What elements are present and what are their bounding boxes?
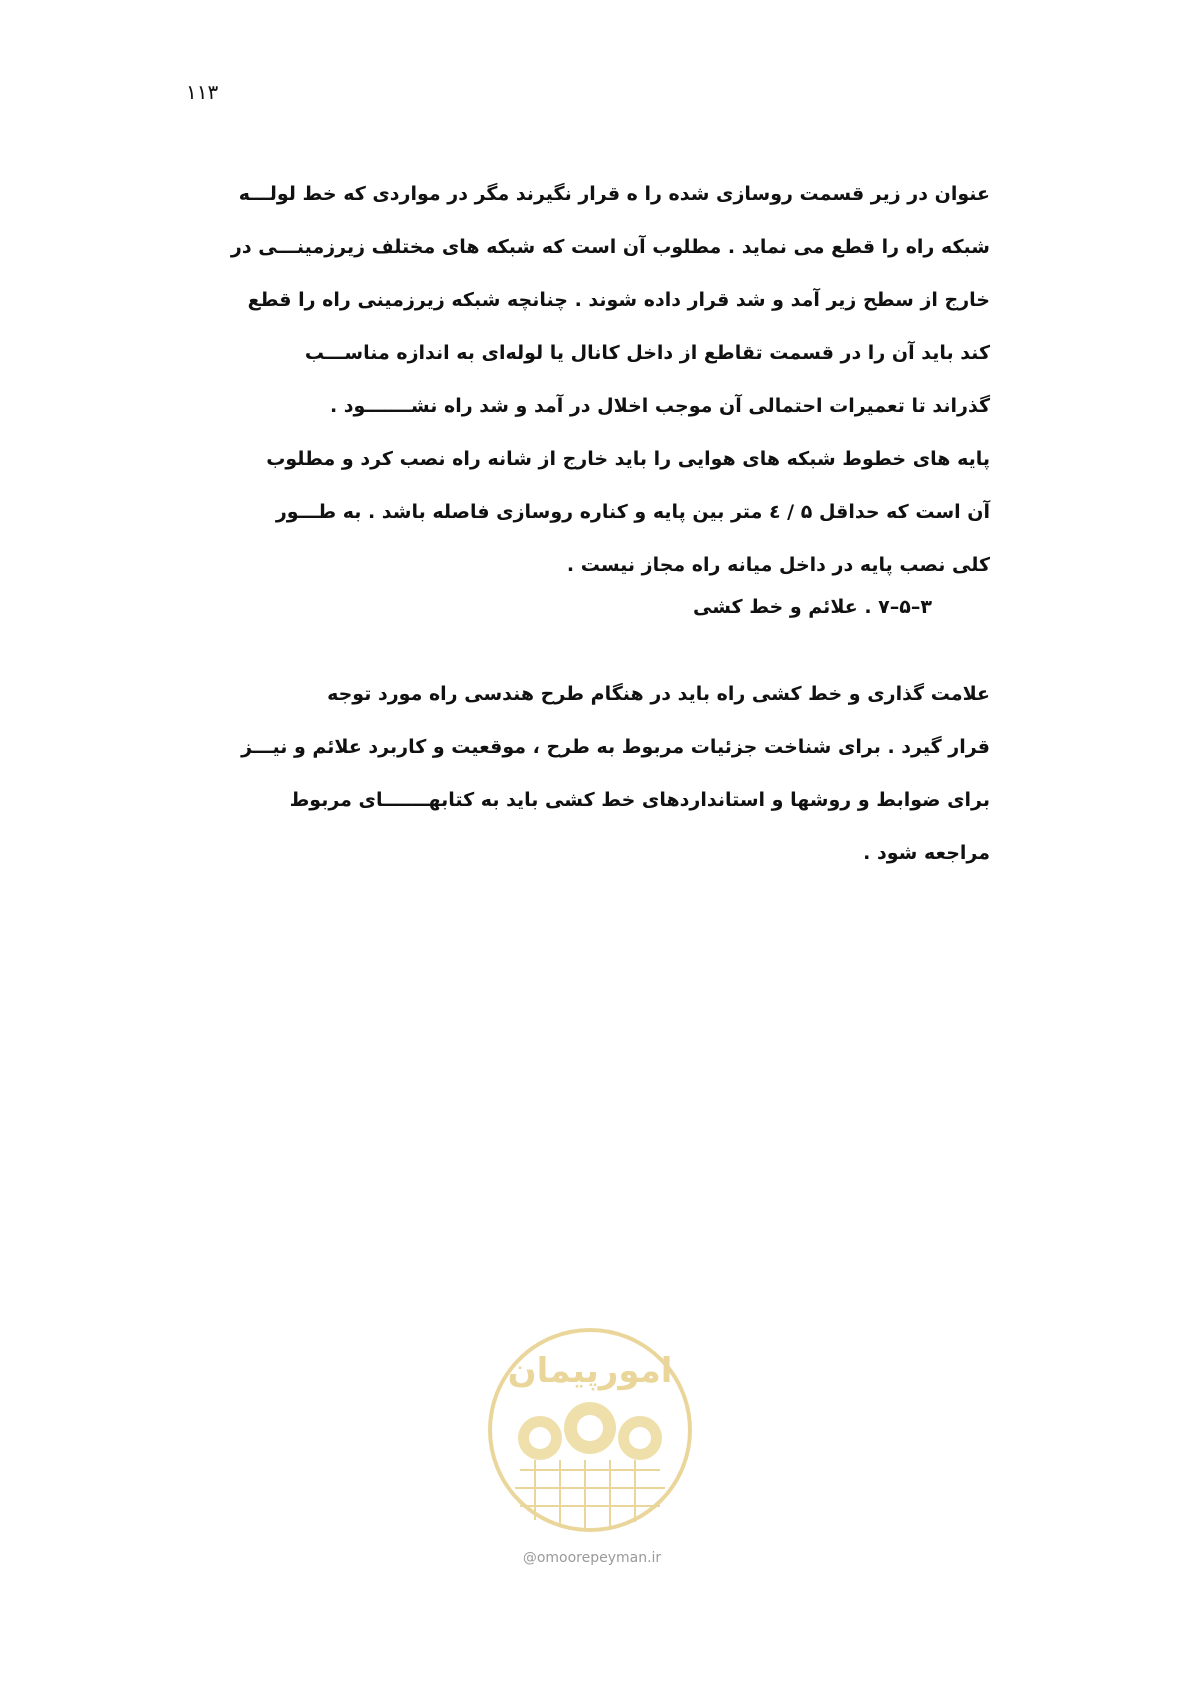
- text-line: شبکه راه را قطع می نماید . مطلوب آن است که شبکه های مختلف زیرزمینـــی در: [230, 236, 990, 258]
- text-line: عنوان در زیر قسمت روسازی شده را ه قرار نگیرند مگر در مواردی که خط لولـــه: [238, 183, 990, 205]
- page-number: ۱۱۳: [186, 80, 219, 104]
- watermark-logo-text: امورپیمان: [507, 1351, 673, 1391]
- text-line: کلی نصب پایه در داخل میانه راه مجاز نیست .: [566, 554, 990, 576]
- paragraph-utilities: [196, 168, 990, 592]
- paragraph-markings: [196, 668, 990, 880]
- text-line: مراجعه شود .: [863, 842, 990, 864]
- text-line: خارج از سطح زیر آمد و شد قرار داده شوند . چنانچه شبکه زیرزمینی راه را قطع: [247, 289, 990, 311]
- text-line: علامت گذاری و خط کشی راه باید در هنگام طرح هندسی راه مورد توجه: [327, 683, 990, 705]
- watermark-caption: @omoorepeyman.ir: [522, 1550, 662, 1566]
- watermark-logo: [480, 1320, 700, 1580]
- section-heading: ۳–۵–۷ . علائم و خط کشی: [692, 596, 932, 618]
- text-line: قرار گیرد . برای شناخت جزئیات مربوط به طرح ، موقعیت و کاربرد علائم و نیـــز: [241, 736, 990, 758]
- text-line: برای ضوابط و روشها و استانداردهای خط کشی باید به کتابهـــــــای مربوط: [289, 789, 990, 811]
- text-line: آن است که حداقل ۵ / ٤ متر بین پایه و کناره روسازی فاصله باشد . به طـــور: [275, 501, 990, 523]
- text-line: پایه های خطوط شبکه های هوایی را باید خارج از شانه راه نصب کرد و مطلوب: [266, 448, 990, 470]
- text-line: کند باید آن را در قسمت تقاطع از داخل کانال یا لوله‌ای به اندازه مناســـب: [304, 342, 990, 364]
- text-line: گذراند تا تعمیرات احتمالی آن موجب اخلال در آمد و شد راه نشـــــــود .: [329, 395, 990, 417]
